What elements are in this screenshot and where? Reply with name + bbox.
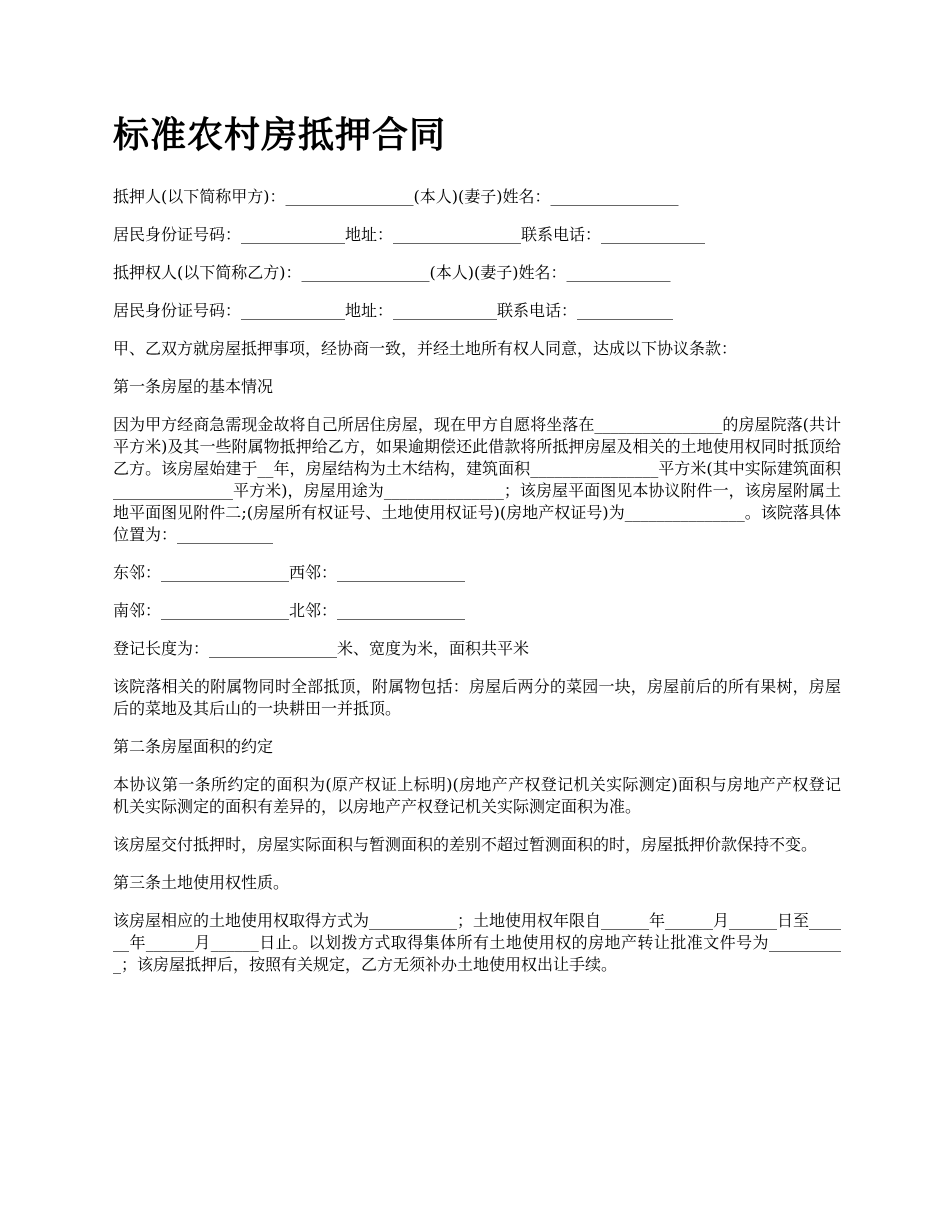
article-2-heading: 第二条房屋面积的约定: [113, 737, 274, 756]
article-1-heading: 第一条房屋的基本情况: [113, 377, 274, 396]
document-title: 标准农村房抵押合同: [113, 115, 447, 156]
attachments-clause: 该院落相关的附属物同时全部抵顶，附属物包括：房屋后两分的菜园一块，房屋前后的所有果树，房屋后的菜地及其后山的一块耕田一并抵顶。: [113, 677, 841, 718]
article-3-heading: 第三条土地使用权性质。: [113, 873, 290, 892]
mortgagor-info-line: 抵押人(以下简称甲方)：________________(本人)(妻子)姓名：________________: [113, 187, 679, 206]
article-2-body-2: 该房屋交付抵押时，房屋实际面积与暂测面积的差别不超过暂测面积的时，房屋抵押价款保持不变。: [113, 835, 818, 854]
registered-dimensions: 登记长度为：________________米、宽度为米，面积共平米: [113, 639, 530, 658]
document-page: [113, 110, 841, 992]
article-1-body: 因为甲方经商急需现金故将自己所居住房屋，现在甲方自愿将坐落在________________的房屋院落(共计平方米)及其一些附属物抵押给乙方，如果逾期偿还此借款将所抵押房屋及相关的土地使用权同时抵顶给乙方。该房屋始建于__年，房屋结构为土木结构，建筑面积________________平方米(其中实际建筑面积_______________平方米)，房屋用途为_______________；该房屋平面图见本协议附件一，该房屋附属土地平面图见附件二;(房屋所有权证号、土地使用权证号)(房地产权证号)为_______________。该院落具体位置为：____________: [113, 415, 841, 544]
neighbors-east-west: 东邻：________________西邻：________________: [113, 563, 466, 582]
agreement-intro: 甲、乙双方就房屋抵押事项，经协商一致，并经土地所有权人同意，达成以下协议条款：: [113, 339, 738, 358]
mortgagee-id-line: 居民身份证号码：_____________地址：_____________联系电话：____________: [113, 301, 674, 320]
neighbors-south-north: 南邻：________________北邻：________________: [113, 601, 466, 620]
article-3-body: 该房屋相应的土地使用权取得方式为___________；土地使用权年限自______年______月______日至______年______月______日止。以划拨方式取得集体所有土地使用权的房地产转让批准文件号为__________；该房屋抵押后，按照有关规定，乙方无须补办土地使用权出让手续。: [113, 911, 842, 974]
article-2-body-1: 本协议第一条所约定的面积为(原产权证上标明)(房地产产权登记机关实际测定)面积与房地产产权登记机关实际测定的面积有差异的，以房地产产权登记机关实际测定面积为准。: [113, 775, 841, 816]
mortgagee-info-line: 抵押权人(以下简称乙方)：________________(本人)(妻子)姓名：_____________: [113, 263, 671, 282]
mortgagor-id-line: 居民身份证号码：_____________地址：________________联系电话：_____________: [113, 225, 706, 244]
